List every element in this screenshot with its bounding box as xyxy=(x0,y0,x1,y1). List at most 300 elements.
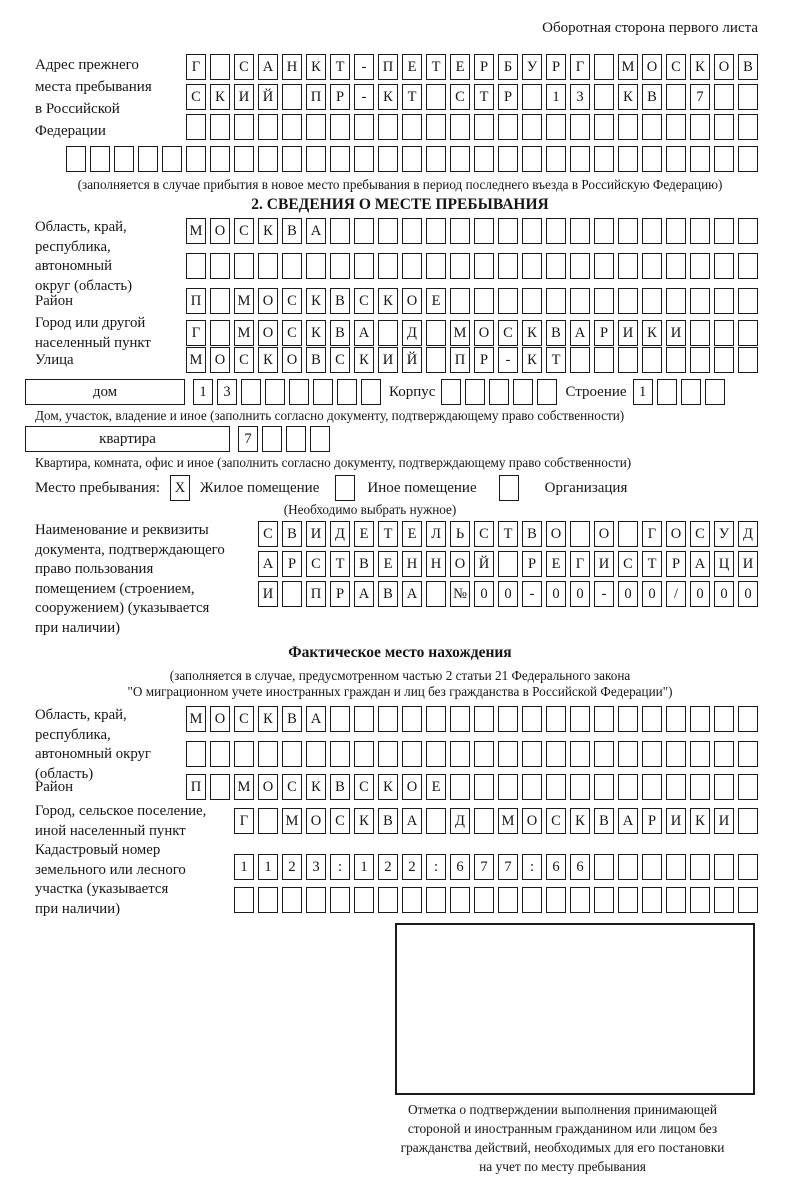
char-cell[interactable] xyxy=(310,426,330,452)
char-cell[interactable] xyxy=(262,426,282,452)
char-cell[interactable]: С xyxy=(354,774,374,800)
char-cell[interactable]: : xyxy=(426,854,446,880)
char-cell[interactable]: Т xyxy=(498,521,518,547)
char-cell[interactable] xyxy=(450,706,470,732)
char-cell[interactable] xyxy=(498,253,518,279)
char-cell[interactable]: П xyxy=(378,54,398,80)
char-cell[interactable] xyxy=(522,218,542,244)
char-cell[interactable] xyxy=(258,114,278,140)
char-cell[interactable]: Д xyxy=(450,808,470,834)
char-cell[interactable] xyxy=(138,146,158,172)
char-cell[interactable] xyxy=(690,253,710,279)
char-cell[interactable]: П xyxy=(306,84,326,110)
char-cell[interactable] xyxy=(498,887,518,913)
char-cell[interactable] xyxy=(690,114,710,140)
char-cell[interactable] xyxy=(714,218,734,244)
char-cell[interactable] xyxy=(714,253,734,279)
char-cell[interactable] xyxy=(498,774,518,800)
char-cell[interactable] xyxy=(666,887,686,913)
char-cell[interactable]: С xyxy=(618,551,638,577)
char-cell[interactable]: А xyxy=(354,581,374,607)
char-cell[interactable]: - xyxy=(354,54,374,80)
char-cell[interactable]: К xyxy=(378,774,398,800)
char-cell[interactable]: И xyxy=(378,347,398,373)
char-cell[interactable]: О xyxy=(210,218,230,244)
char-cell[interactable]: 6 xyxy=(570,854,590,880)
char-cell[interactable] xyxy=(498,706,518,732)
char-cell[interactable] xyxy=(441,379,461,405)
char-cell[interactable]: М xyxy=(234,320,254,346)
char-cell[interactable]: 7 xyxy=(238,426,258,452)
char-cell[interactable]: 1 xyxy=(258,854,278,880)
char-cell[interactable]: О xyxy=(282,347,302,373)
char-cell[interactable]: А xyxy=(258,551,278,577)
char-cell[interactable]: В xyxy=(282,521,302,547)
char-cell[interactable] xyxy=(354,114,374,140)
char-cell[interactable] xyxy=(642,706,662,732)
char-cell[interactable] xyxy=(642,854,662,880)
char-cell[interactable]: 6 xyxy=(546,854,566,880)
char-cell[interactable] xyxy=(642,741,662,767)
char-cell[interactable] xyxy=(498,741,518,767)
char-cell[interactable] xyxy=(306,253,326,279)
char-cell[interactable] xyxy=(738,706,758,732)
char-cell[interactable]: В xyxy=(354,551,374,577)
char-cell[interactable]: К xyxy=(306,288,326,314)
char-cell[interactable]: У xyxy=(714,521,734,547)
char-cell[interactable] xyxy=(306,146,326,172)
char-cell[interactable] xyxy=(210,774,230,800)
char-cell[interactable]: О xyxy=(642,54,662,80)
char-cell[interactable] xyxy=(666,146,686,172)
char-cell[interactable]: И xyxy=(738,551,758,577)
char-cell[interactable] xyxy=(618,218,638,244)
char-cell[interactable]: В xyxy=(738,54,758,80)
char-cell[interactable] xyxy=(594,774,614,800)
char-cell[interactable] xyxy=(489,379,509,405)
char-cell[interactable] xyxy=(426,114,446,140)
char-cell[interactable]: Й xyxy=(258,84,278,110)
char-cell[interactable]: К xyxy=(306,774,326,800)
char-cell[interactable] xyxy=(330,253,350,279)
char-cell[interactable] xyxy=(522,706,542,732)
char-cell[interactable] xyxy=(666,854,686,880)
char-cell[interactable] xyxy=(642,218,662,244)
char-cell[interactable] xyxy=(714,706,734,732)
char-cell[interactable]: О xyxy=(666,521,686,547)
char-cell[interactable] xyxy=(234,253,254,279)
char-cell[interactable]: О xyxy=(474,320,494,346)
char-cell[interactable] xyxy=(642,288,662,314)
char-cell[interactable] xyxy=(681,379,701,405)
char-cell[interactable]: 3 xyxy=(217,379,237,405)
char-cell[interactable]: Е xyxy=(402,521,422,547)
char-cell[interactable] xyxy=(474,741,494,767)
char-cell[interactable]: М xyxy=(618,54,638,80)
char-cell[interactable]: С xyxy=(282,320,302,346)
char-cell[interactable] xyxy=(450,253,470,279)
char-cell[interactable]: Д xyxy=(330,521,350,547)
char-cell[interactable]: С xyxy=(282,288,302,314)
char-cell[interactable] xyxy=(570,253,590,279)
char-cell[interactable]: М xyxy=(234,774,254,800)
char-cell[interactable]: А xyxy=(618,808,638,834)
char-cell[interactable]: И xyxy=(714,808,734,834)
char-cell[interactable]: 3 xyxy=(570,84,590,110)
char-cell[interactable]: М xyxy=(498,808,518,834)
char-cell[interactable] xyxy=(306,741,326,767)
char-cell[interactable] xyxy=(690,218,710,244)
char-cell[interactable] xyxy=(714,146,734,172)
char-cell[interactable] xyxy=(546,887,566,913)
house-field-box[interactable]: дом xyxy=(25,379,185,405)
char-cell[interactable] xyxy=(258,887,278,913)
char-cell[interactable]: В xyxy=(330,288,350,314)
char-cell[interactable]: Ц xyxy=(714,551,734,577)
char-cell[interactable] xyxy=(465,379,485,405)
char-cell[interactable]: 2 xyxy=(378,854,398,880)
char-cell[interactable] xyxy=(450,288,470,314)
char-cell[interactable]: 0 xyxy=(642,581,662,607)
char-cell[interactable]: М xyxy=(450,320,470,346)
char-cell[interactable] xyxy=(210,253,230,279)
char-cell[interactable]: И xyxy=(618,320,638,346)
char-cell[interactable] xyxy=(546,706,566,732)
char-cell[interactable] xyxy=(666,706,686,732)
char-cell[interactable] xyxy=(570,288,590,314)
char-cell[interactable] xyxy=(450,114,470,140)
char-cell[interactable]: / xyxy=(666,581,686,607)
char-cell[interactable] xyxy=(402,218,422,244)
char-cell[interactable] xyxy=(474,887,494,913)
char-cell[interactable]: И xyxy=(666,808,686,834)
char-cell[interactable] xyxy=(570,114,590,140)
char-cell[interactable] xyxy=(378,218,398,244)
char-cell[interactable]: О xyxy=(594,521,614,547)
char-cell[interactable] xyxy=(690,146,710,172)
char-cell[interactable] xyxy=(690,288,710,314)
char-cell[interactable]: О xyxy=(210,347,230,373)
char-cell[interactable] xyxy=(265,379,285,405)
char-cell[interactable]: О xyxy=(402,288,422,314)
char-cell[interactable]: К xyxy=(306,54,326,80)
char-cell[interactable]: Й xyxy=(474,551,494,577)
char-cell[interactable]: А xyxy=(690,551,710,577)
char-cell[interactable]: 3 xyxy=(306,854,326,880)
char-cell[interactable] xyxy=(474,114,494,140)
char-cell[interactable]: И xyxy=(666,320,686,346)
char-cell[interactable]: 7 xyxy=(690,84,710,110)
char-cell[interactable]: М xyxy=(186,218,206,244)
char-cell[interactable] xyxy=(330,887,350,913)
char-cell[interactable]: № xyxy=(450,581,470,607)
char-cell[interactable]: В xyxy=(282,218,302,244)
char-cell[interactable] xyxy=(474,146,494,172)
char-cell[interactable]: С xyxy=(474,521,494,547)
char-cell[interactable] xyxy=(354,887,374,913)
char-cell[interactable] xyxy=(570,706,590,732)
char-cell[interactable] xyxy=(378,887,398,913)
char-cell[interactable] xyxy=(594,253,614,279)
char-cell[interactable] xyxy=(618,347,638,373)
char-cell[interactable] xyxy=(594,706,614,732)
char-cell[interactable] xyxy=(354,741,374,767)
char-cell[interactable]: 0 xyxy=(714,581,734,607)
char-cell[interactable] xyxy=(690,741,710,767)
char-cell[interactable] xyxy=(234,114,254,140)
char-cell[interactable]: И xyxy=(594,551,614,577)
char-cell[interactable] xyxy=(618,706,638,732)
char-cell[interactable] xyxy=(618,146,638,172)
char-cell[interactable]: 0 xyxy=(498,581,518,607)
char-cell[interactable]: 0 xyxy=(618,581,638,607)
char-cell[interactable] xyxy=(426,808,446,834)
char-cell[interactable] xyxy=(354,253,374,279)
char-cell[interactable]: Е xyxy=(378,551,398,577)
char-cell[interactable]: С xyxy=(546,808,566,834)
char-cell[interactable] xyxy=(402,741,422,767)
char-cell[interactable] xyxy=(705,379,725,405)
char-cell[interactable] xyxy=(378,320,398,346)
char-cell[interactable] xyxy=(642,887,662,913)
char-cell[interactable]: Г xyxy=(186,54,206,80)
char-cell[interactable]: С xyxy=(330,347,350,373)
char-cell[interactable]: 1 xyxy=(234,854,254,880)
char-cell[interactable] xyxy=(570,146,590,172)
char-cell[interactable]: Р xyxy=(474,347,494,373)
char-cell[interactable] xyxy=(594,347,614,373)
char-cell[interactable] xyxy=(258,741,278,767)
char-cell[interactable] xyxy=(738,84,758,110)
char-cell[interactable]: И xyxy=(306,521,326,547)
char-cell[interactable]: М xyxy=(234,288,254,314)
char-cell[interactable] xyxy=(522,288,542,314)
char-cell[interactable] xyxy=(402,253,422,279)
char-cell[interactable] xyxy=(426,84,446,110)
char-cell[interactable]: Р xyxy=(522,551,542,577)
char-cell[interactable] xyxy=(402,146,422,172)
char-cell[interactable]: Е xyxy=(426,774,446,800)
char-cell[interactable]: Ь xyxy=(450,521,470,547)
char-cell[interactable] xyxy=(594,84,614,110)
char-cell[interactable] xyxy=(738,808,758,834)
char-cell[interactable] xyxy=(378,253,398,279)
char-cell[interactable] xyxy=(186,253,206,279)
char-cell[interactable] xyxy=(210,114,230,140)
char-cell[interactable] xyxy=(426,253,446,279)
char-cell[interactable]: П xyxy=(450,347,470,373)
char-cell[interactable] xyxy=(738,741,758,767)
char-cell[interactable]: А xyxy=(402,581,422,607)
char-cell[interactable] xyxy=(258,253,278,279)
char-cell[interactable]: Т xyxy=(426,54,446,80)
char-cell[interactable]: В xyxy=(594,808,614,834)
char-cell[interactable]: - xyxy=(594,581,614,607)
char-cell[interactable]: К xyxy=(258,706,278,732)
char-cell[interactable] xyxy=(570,347,590,373)
char-cell[interactable]: П xyxy=(186,288,206,314)
char-cell[interactable]: К xyxy=(642,320,662,346)
char-cell[interactable]: 0 xyxy=(690,581,710,607)
char-cell[interactable]: А xyxy=(306,706,326,732)
char-cell[interactable] xyxy=(282,581,302,607)
char-cell[interactable] xyxy=(666,288,686,314)
char-cell[interactable]: С xyxy=(258,521,278,547)
char-cell[interactable]: В xyxy=(546,320,566,346)
char-cell[interactable] xyxy=(714,887,734,913)
char-cell[interactable] xyxy=(474,218,494,244)
char-cell[interactable]: П xyxy=(306,581,326,607)
char-cell[interactable]: 1 xyxy=(193,379,213,405)
char-cell[interactable] xyxy=(618,741,638,767)
char-cell[interactable] xyxy=(306,114,326,140)
char-cell[interactable]: Р xyxy=(474,54,494,80)
char-cell[interactable] xyxy=(714,114,734,140)
char-cell[interactable]: А xyxy=(402,808,422,834)
char-cell[interactable]: В xyxy=(330,320,350,346)
char-cell[interactable]: Г xyxy=(234,808,254,834)
char-cell[interactable]: П xyxy=(186,774,206,800)
char-cell[interactable] xyxy=(690,887,710,913)
char-cell[interactable] xyxy=(186,741,206,767)
char-cell[interactable]: : xyxy=(330,854,350,880)
char-cell[interactable] xyxy=(378,146,398,172)
char-cell[interactable]: Е xyxy=(354,521,374,547)
char-cell[interactable]: О xyxy=(546,521,566,547)
char-cell[interactable] xyxy=(714,320,734,346)
char-cell[interactable]: Д xyxy=(402,320,422,346)
char-cell[interactable] xyxy=(666,741,686,767)
char-cell[interactable]: К xyxy=(570,808,590,834)
char-cell[interactable]: С xyxy=(666,54,686,80)
char-cell[interactable]: М xyxy=(282,808,302,834)
char-cell[interactable] xyxy=(738,114,758,140)
char-cell[interactable] xyxy=(426,887,446,913)
apartment-field-box[interactable]: квартира xyxy=(25,426,230,452)
char-cell[interactable]: Г xyxy=(570,551,590,577)
char-cell[interactable] xyxy=(186,146,206,172)
char-cell[interactable]: Г xyxy=(642,521,662,547)
char-cell[interactable] xyxy=(426,218,446,244)
char-cell[interactable] xyxy=(642,774,662,800)
char-cell[interactable] xyxy=(666,347,686,373)
char-cell[interactable]: Р xyxy=(546,54,566,80)
char-cell[interactable]: Р xyxy=(666,551,686,577)
char-cell[interactable] xyxy=(66,146,86,172)
char-cell[interactable] xyxy=(714,288,734,314)
char-cell[interactable]: А xyxy=(570,320,590,346)
char-cell[interactable]: Н xyxy=(426,551,446,577)
char-cell[interactable]: 7 xyxy=(498,854,518,880)
char-cell[interactable]: А xyxy=(258,54,278,80)
char-cell[interactable] xyxy=(618,114,638,140)
char-cell[interactable]: Р xyxy=(330,84,350,110)
char-cell[interactable]: С xyxy=(234,54,254,80)
char-cell[interactable]: Т xyxy=(378,521,398,547)
char-cell[interactable] xyxy=(738,347,758,373)
char-cell[interactable] xyxy=(210,288,230,314)
char-cell[interactable] xyxy=(546,114,566,140)
char-cell[interactable]: К xyxy=(690,808,710,834)
char-cell[interactable] xyxy=(337,379,357,405)
char-cell[interactable] xyxy=(546,774,566,800)
char-cell[interactable]: Е xyxy=(426,288,446,314)
char-cell[interactable]: К xyxy=(258,218,278,244)
char-cell[interactable] xyxy=(642,146,662,172)
char-cell[interactable] xyxy=(378,114,398,140)
char-cell[interactable]: Т xyxy=(330,551,350,577)
char-cell[interactable] xyxy=(282,146,302,172)
char-cell[interactable] xyxy=(289,379,309,405)
char-cell[interactable] xyxy=(282,887,302,913)
char-cell[interactable] xyxy=(426,347,446,373)
char-cell[interactable] xyxy=(330,146,350,172)
stay-checkbox-other[interactable] xyxy=(335,475,355,501)
char-cell[interactable]: - xyxy=(498,347,518,373)
char-cell[interactable] xyxy=(330,218,350,244)
char-cell[interactable] xyxy=(546,146,566,172)
char-cell[interactable]: Д xyxy=(738,521,758,547)
char-cell[interactable]: 2 xyxy=(402,854,422,880)
char-cell[interactable]: С xyxy=(186,84,206,110)
char-cell[interactable] xyxy=(282,84,302,110)
char-cell[interactable]: 0 xyxy=(474,581,494,607)
char-cell[interactable] xyxy=(522,253,542,279)
char-cell[interactable] xyxy=(642,114,662,140)
char-cell[interactable] xyxy=(241,379,261,405)
char-cell[interactable] xyxy=(258,146,278,172)
char-cell[interactable] xyxy=(594,854,614,880)
char-cell[interactable] xyxy=(354,218,374,244)
char-cell[interactable]: О xyxy=(714,54,734,80)
char-cell[interactable] xyxy=(210,146,230,172)
char-cell[interactable] xyxy=(522,741,542,767)
char-cell[interactable]: О xyxy=(258,288,278,314)
char-cell[interactable]: В xyxy=(330,774,350,800)
char-cell[interactable]: С xyxy=(282,774,302,800)
char-cell[interactable]: : xyxy=(522,854,542,880)
char-cell[interactable]: 1 xyxy=(354,854,374,880)
char-cell[interactable]: Р xyxy=(498,84,518,110)
char-cell[interactable] xyxy=(738,253,758,279)
char-cell[interactable] xyxy=(282,253,302,279)
char-cell[interactable] xyxy=(474,808,494,834)
char-cell[interactable]: К xyxy=(354,808,374,834)
char-cell[interactable] xyxy=(450,774,470,800)
char-cell[interactable] xyxy=(330,741,350,767)
char-cell[interactable] xyxy=(114,146,134,172)
char-cell[interactable] xyxy=(642,347,662,373)
char-cell[interactable] xyxy=(426,581,446,607)
char-cell[interactable]: О xyxy=(258,774,278,800)
char-cell[interactable]: К xyxy=(618,84,638,110)
char-cell[interactable] xyxy=(210,741,230,767)
char-cell[interactable]: С xyxy=(690,521,710,547)
char-cell[interactable] xyxy=(234,887,254,913)
char-cell[interactable] xyxy=(286,426,306,452)
char-cell[interactable] xyxy=(666,774,686,800)
char-cell[interactable]: 0 xyxy=(546,581,566,607)
char-cell[interactable] xyxy=(474,253,494,279)
char-cell[interactable] xyxy=(546,288,566,314)
char-cell[interactable]: Н xyxy=(402,551,422,577)
char-cell[interactable] xyxy=(258,808,278,834)
char-cell[interactable] xyxy=(522,774,542,800)
char-cell[interactable] xyxy=(666,218,686,244)
char-cell[interactable]: И xyxy=(234,84,254,110)
char-cell[interactable] xyxy=(738,887,758,913)
char-cell[interactable] xyxy=(537,379,557,405)
